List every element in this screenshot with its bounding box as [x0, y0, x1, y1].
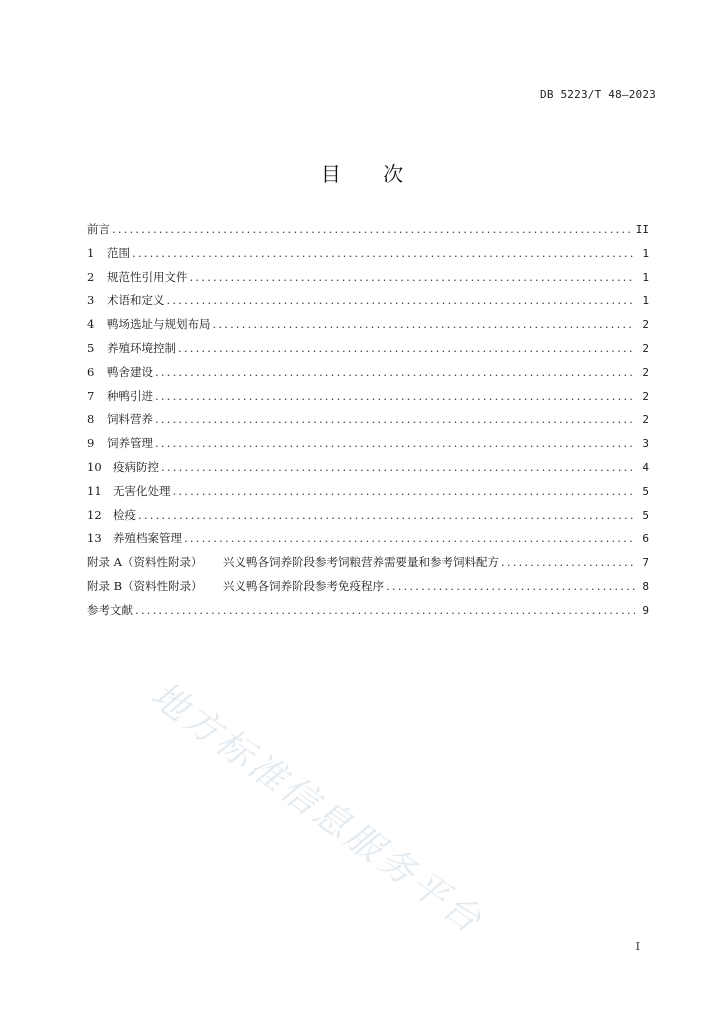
toc-entry-label: 鸭场选址与规划布局 — [107, 317, 211, 332]
toc-entry-label: 规范性引用文件 — [107, 269, 188, 284]
toc-entry-label: 饲养管理 — [107, 436, 153, 451]
toc-entry-page: 6 — [642, 532, 649, 546]
toc-entry-page: 1 — [642, 294, 649, 308]
page-number: I — [635, 940, 640, 953]
toc-entry-foreword[interactable] — [87, 218, 649, 242]
toc-entry-label: 养殖环境控制 — [107, 340, 176, 355]
toc-entry-9[interactable] — [87, 432, 649, 456]
toc-entry-label: 检疫 — [113, 507, 136, 522]
toc-entry-number: 7 — [87, 388, 95, 403]
toc-entry-number: 11 — [87, 483, 102, 498]
toc-entry-page: 5 — [642, 484, 649, 498]
toc-entry-number: 附录 A（资料性附录） — [87, 555, 203, 570]
toc-entry-10[interactable] — [87, 456, 649, 480]
toc-entry-page: II — [635, 223, 649, 236]
toc-entry-page: 2 — [642, 365, 649, 379]
toc-leader-dots — [190, 266, 636, 290]
toc-entry-7[interactable] — [87, 385, 649, 409]
toc-entry-page: 9 — [642, 603, 649, 617]
toc-entry-number: 8 — [87, 412, 95, 427]
toc-entry-number: 附录 B（资料性附录） — [87, 578, 203, 593]
toc-leader-dots — [155, 361, 635, 385]
toc-entry-number: 4 — [87, 317, 95, 332]
watermark: 地方标准信息服务平台 — [143, 674, 491, 943]
toc-entry-6[interactable] — [87, 361, 649, 385]
toc-entry-5[interactable] — [87, 337, 649, 361]
toc-entry-page: 1 — [642, 246, 649, 260]
toc-entry-12[interactable] — [87, 504, 649, 528]
toc-entry-label: 兴义鸭各饲养阶段参考饲粮营养需要量和参考饲料配方 — [223, 555, 499, 570]
toc-leader-dots — [161, 456, 635, 480]
toc-entry-number: 3 — [87, 293, 95, 308]
toc-entry-number: 13 — [87, 531, 102, 546]
toc-entry-number: 6 — [87, 364, 95, 379]
toc-entry-label: 饲料营养 — [107, 412, 153, 427]
toc-entry-number: 9 — [87, 436, 95, 451]
toc-title: 目 次 — [320, 162, 422, 186]
toc-entry-number: 2 — [87, 269, 95, 284]
toc-entry-label: 前言 — [87, 222, 110, 236]
toc-entry-page: 3 — [642, 437, 649, 451]
toc-leader-dots — [155, 408, 635, 432]
toc-list — [87, 218, 649, 623]
toc-entry-label: 疫病防控 — [113, 459, 159, 474]
toc-leader-dots — [132, 242, 635, 266]
document-code: DB 5223/T 48—2023 — [540, 88, 656, 101]
toc-entry-appendix-b[interactable] — [87, 575, 649, 599]
toc-leader-dots — [112, 218, 632, 242]
toc-leader-dots — [501, 551, 635, 575]
toc-leader-dots — [386, 575, 635, 599]
toc-entry-label: 种鸭引进 — [107, 388, 153, 403]
toc-leader-dots — [167, 289, 636, 313]
toc-entry-label: 养殖档案管理 — [113, 531, 182, 546]
toc-entry-page: 2 — [642, 389, 649, 403]
toc-entry-2[interactable] — [87, 266, 649, 290]
toc-leader-dots — [178, 337, 635, 361]
toc-entry-page: 8 — [642, 579, 649, 593]
toc-entry-label: 术语和定义 — [107, 293, 165, 308]
toc-entry-references[interactable] — [87, 599, 649, 623]
toc-entry-number: 10 — [87, 459, 102, 474]
toc-entry-page: 1 — [642, 270, 649, 284]
toc-entry-page: 2 — [642, 318, 649, 332]
toc-entry-number: 1 — [87, 245, 95, 260]
toc-leader-dots — [184, 527, 635, 551]
toc-leader-dots — [155, 432, 635, 456]
toc-leader-dots — [138, 504, 635, 528]
toc-entry-page: 4 — [642, 460, 649, 474]
toc-entry-8[interactable] — [87, 408, 649, 432]
toc-entry-1[interactable] — [87, 242, 649, 266]
toc-entry-page: 5 — [642, 508, 649, 522]
toc-entry-3[interactable] — [87, 289, 649, 313]
toc-entry-label: 无害化处理 — [113, 483, 171, 498]
toc-entry-label: 参考文献 — [87, 602, 133, 617]
toc-entry-label: 范围 — [107, 245, 130, 260]
toc-entry-page: 2 — [642, 341, 649, 355]
toc-entry-number: 5 — [87, 340, 95, 355]
toc-entry-13[interactable] — [87, 527, 649, 551]
toc-leader-dots — [213, 313, 636, 337]
toc-entry-page: 7 — [642, 556, 649, 570]
toc-entry-label: 鸭舍建设 — [107, 364, 153, 379]
toc-leader-dots — [173, 480, 636, 504]
toc-entry-appendix-a[interactable] — [87, 551, 649, 575]
toc-leader-dots — [155, 385, 635, 409]
toc-entry-label: 兴义鸭各饲养阶段参考免疫程序 — [223, 578, 384, 593]
toc-entry-11[interactable] — [87, 480, 649, 504]
toc-leader-dots — [135, 599, 635, 623]
toc-entry-number: 12 — [87, 507, 102, 522]
toc-entry-page: 2 — [642, 413, 649, 427]
toc-entry-4[interactable] — [87, 313, 649, 337]
